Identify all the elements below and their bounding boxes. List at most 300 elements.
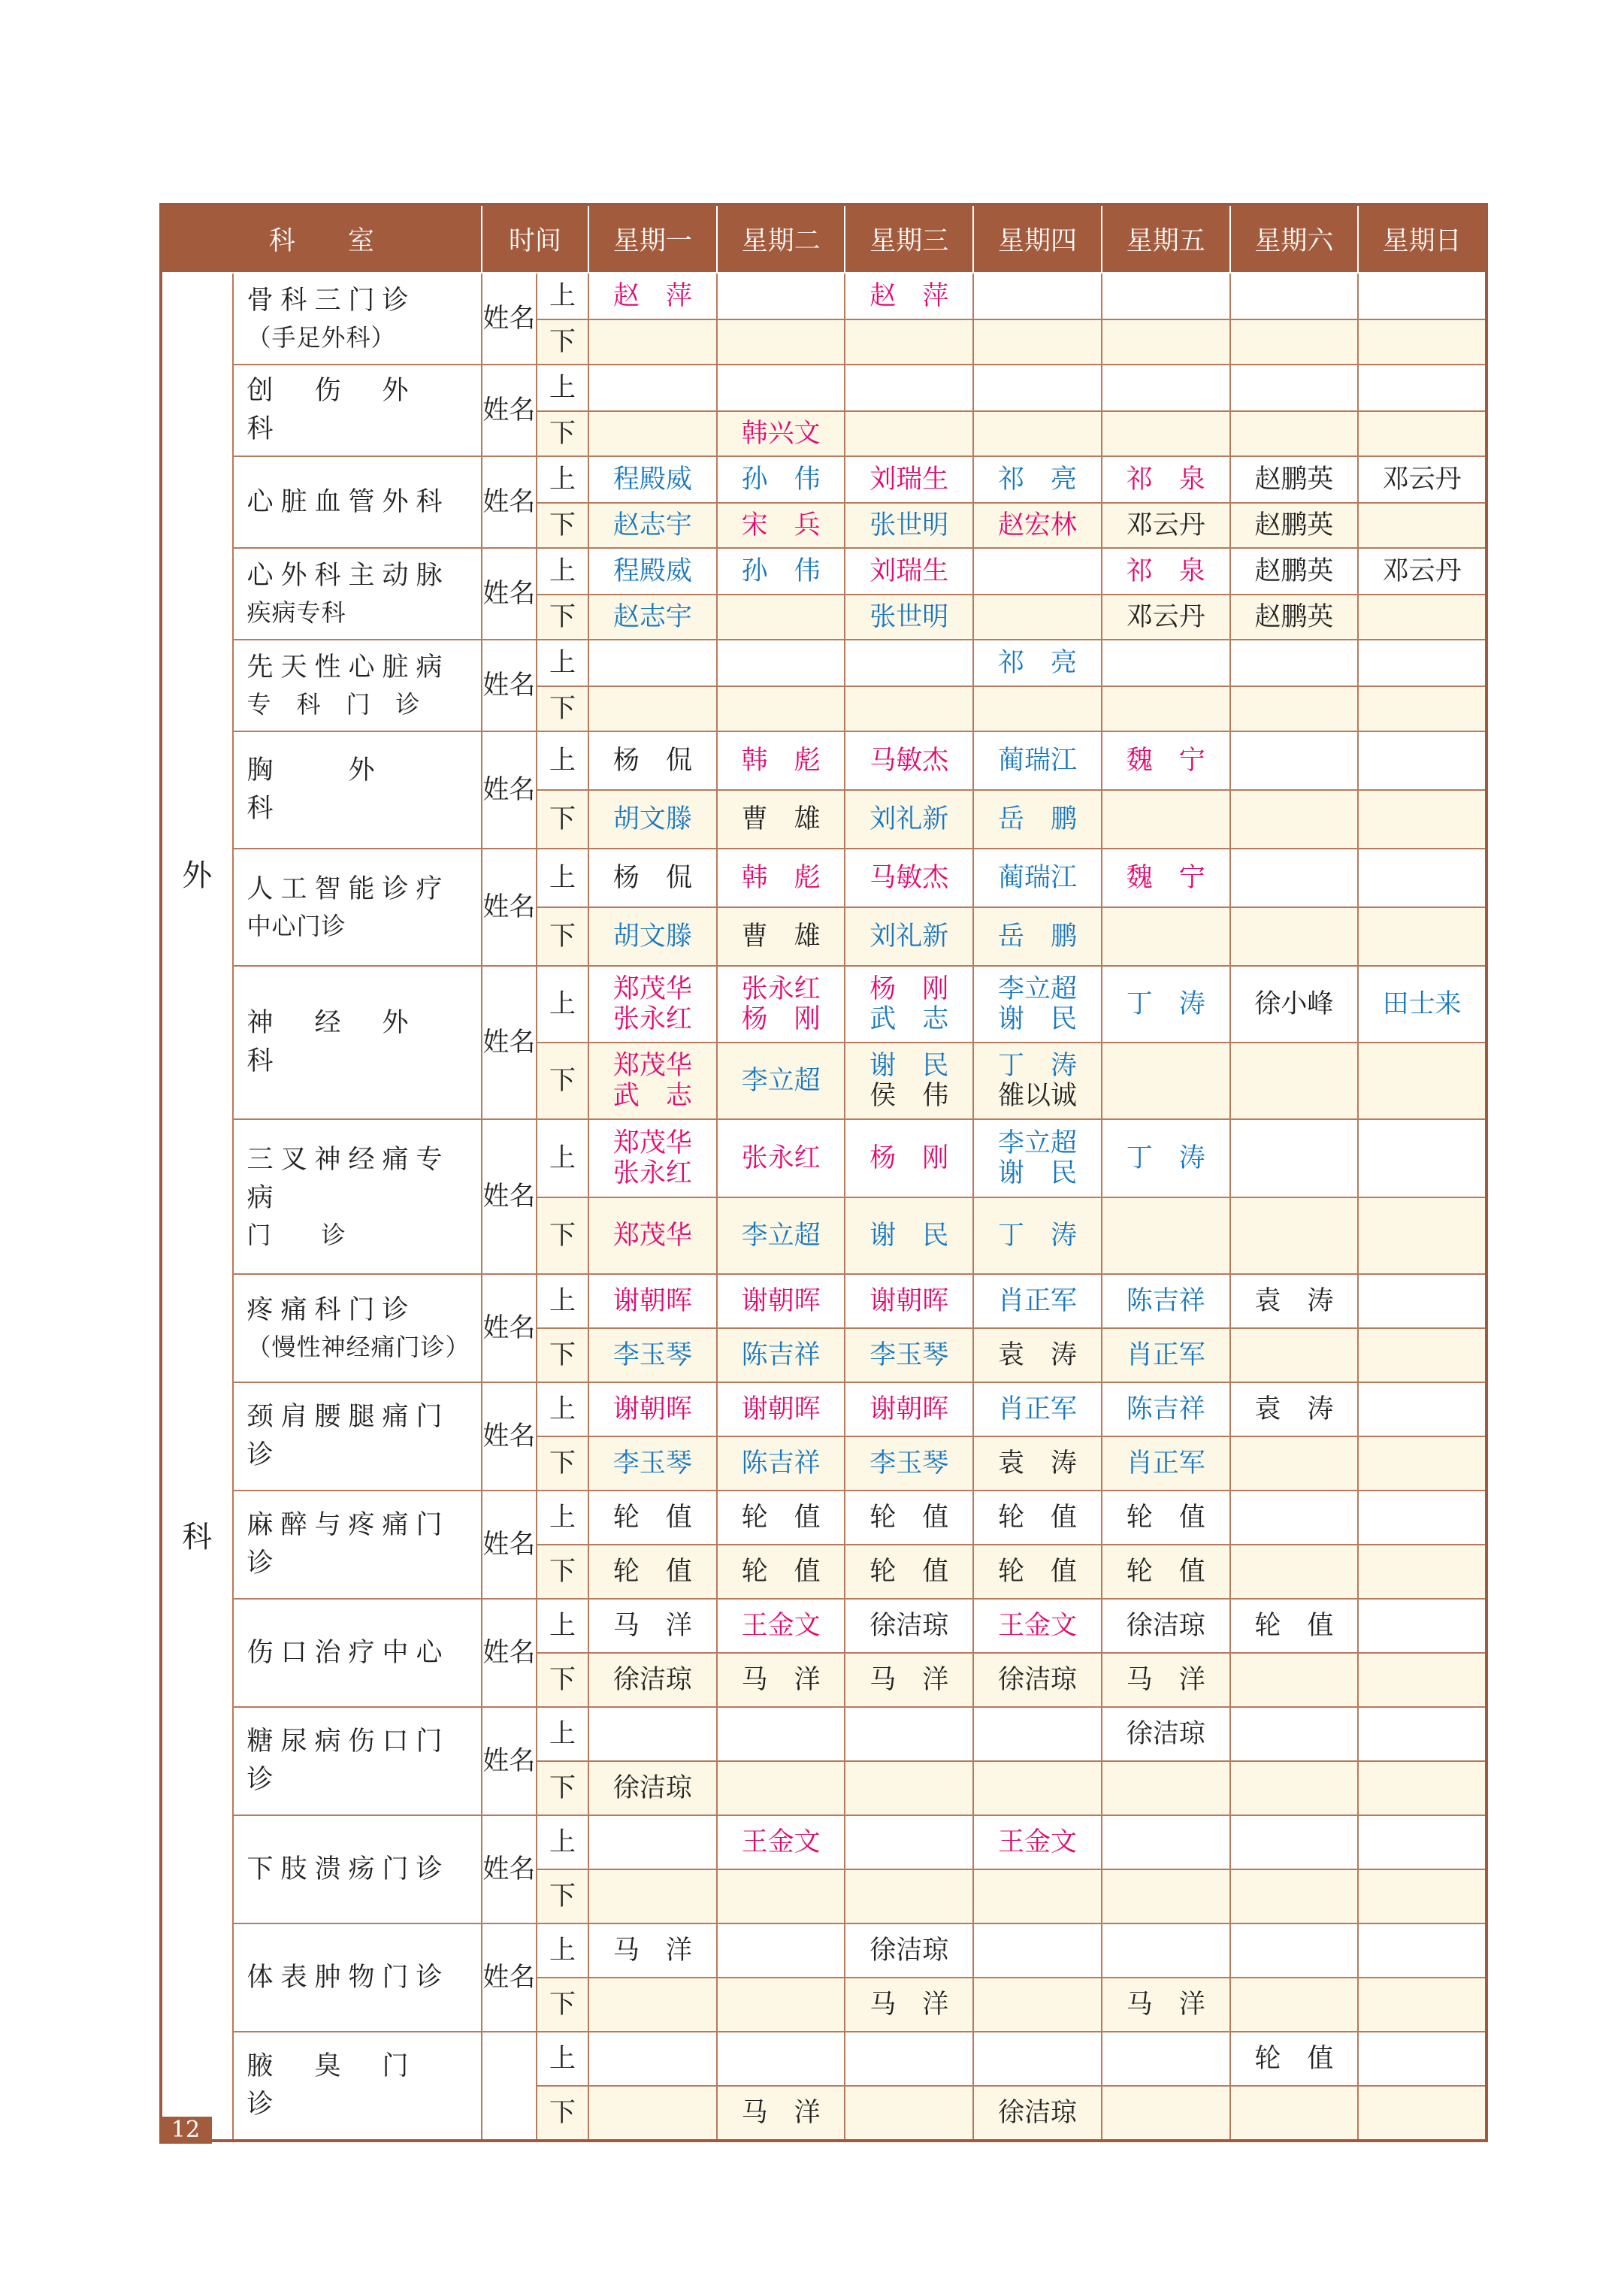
name-label-cell: 姓名 — [482, 849, 537, 966]
schedule-cell — [1358, 1978, 1486, 2032]
schedule-cell — [845, 1545, 973, 1599]
doctor-name: 刘瑞生 — [869, 555, 949, 586]
schedule-cell — [588, 273, 717, 319]
doctor-name: 张永红 — [741, 973, 821, 1004]
schedule-cell — [1102, 790, 1230, 849]
doctor-name: 郑茂华 — [612, 1127, 692, 1158]
schedule-cell — [973, 319, 1102, 365]
schedule-body — [161, 273, 1486, 2141]
schedule-cell — [973, 790, 1102, 849]
schedule-cell — [1102, 966, 1230, 1043]
doctor-name: 程殿威 — [612, 464, 692, 495]
doctor-name: 马 洋 — [612, 1610, 692, 1641]
schedule-cell — [1358, 1436, 1486, 1491]
morning-label: 上 — [537, 640, 588, 686]
schedule-cell — [1358, 365, 1486, 411]
schedule-cell — [1230, 595, 1359, 640]
table-row — [161, 1599, 1486, 1653]
schedule-cell — [588, 411, 717, 456]
doctor-name: 袁 涛 — [997, 1448, 1077, 1479]
schedule-cell — [973, 1761, 1102, 1815]
morning-label: 上 — [537, 365, 588, 411]
schedule-cell — [717, 849, 845, 907]
afternoon-label: 下 — [537, 1761, 588, 1815]
doctor-name: 张永红 — [612, 1158, 692, 1188]
morning-label: 上 — [537, 1923, 588, 1978]
afternoon-label: 下 — [537, 1436, 588, 1491]
doctor-name: 杨 侃 — [612, 862, 692, 893]
department-name: 糖尿病伤口门诊 — [246, 1727, 450, 1795]
doctor-name: 杨 刚 — [869, 973, 949, 1004]
doctor-name: 赵鹏英 — [1254, 464, 1334, 495]
schedule-cell — [845, 273, 973, 319]
schedule-cell — [1358, 456, 1486, 503]
name-label-cell: 姓名 — [482, 1119, 537, 1274]
doctor-name: 邓云丹 — [1126, 510, 1205, 540]
department-name-cell — [233, 1382, 482, 1491]
doctor-name: 曹 雄 — [741, 804, 821, 834]
department-subtitle: （手足外科） — [246, 323, 396, 353]
schedule-cell — [973, 2086, 1102, 2141]
table-row — [161, 365, 1486, 411]
schedule-cell — [1102, 595, 1230, 640]
schedule-cell — [1358, 1382, 1486, 1436]
doctor-name: 宋 兵 — [741, 510, 821, 540]
department-subtitle: （慢性神经痛门诊） — [246, 1333, 470, 1362]
schedule-cell — [717, 1599, 845, 1653]
doctor-name: 马 洋 — [612, 1935, 692, 1966]
schedule-cell — [1102, 1599, 1230, 1653]
doctor-name: 轮 值 — [741, 1556, 821, 1587]
name-label-cell: 姓名 — [482, 1815, 537, 1923]
doctor-name: 轮 值 — [869, 1556, 949, 1587]
table-row — [161, 1382, 1486, 1436]
schedule-cell — [973, 731, 1102, 790]
morning-label: 上 — [537, 273, 588, 319]
doctor-name: 郑茂华 — [612, 1050, 692, 1081]
doctor-name: 赵鹏英 — [1254, 510, 1334, 540]
doctor-name: 陈吉祥 — [1126, 1394, 1205, 1424]
morning-label: 上 — [537, 2032, 588, 2086]
schedule-cell — [845, 1653, 973, 1707]
department-name-cell — [233, 731, 482, 849]
doctor-name: 谢 民 — [869, 1050, 949, 1081]
schedule-cell — [1102, 1274, 1230, 1328]
schedule-cell — [845, 1436, 973, 1491]
schedule-cell — [717, 548, 845, 595]
schedule-cell — [1102, 273, 1230, 319]
doctor-name: 赵志宇 — [612, 510, 692, 540]
morning-label: 上 — [537, 731, 588, 790]
doctor-name: 蔺瑞江 — [997, 745, 1077, 776]
schedule-cell — [717, 319, 845, 365]
schedule-cell — [845, 2086, 973, 2141]
schedule-cell — [845, 595, 973, 640]
morning-label: 上 — [537, 849, 588, 907]
category-cell: 外 科 — [161, 273, 233, 2141]
table-row — [161, 1707, 1486, 1761]
schedule-cell — [973, 503, 1102, 548]
schedule-cell — [973, 1653, 1102, 1707]
department-name-cell — [233, 966, 482, 1119]
schedule-cell — [845, 1978, 973, 2032]
doctor-name: 田士来 — [1382, 988, 1462, 1019]
schedule-cell — [588, 731, 717, 790]
doctor-name: 韩 彪 — [741, 862, 821, 893]
schedule-cell — [588, 456, 717, 503]
schedule-cell — [845, 907, 973, 966]
schedule-cell — [717, 1328, 845, 1382]
schedule-cell — [1102, 849, 1230, 907]
name-label-cell: 姓名 — [482, 1599, 537, 1707]
schedule-cell — [588, 686, 717, 731]
schedule-cell — [1230, 1815, 1359, 1869]
schedule-cell — [845, 411, 973, 456]
schedule-cell — [1358, 790, 1486, 849]
schedule-cell — [588, 365, 717, 411]
clinic-schedule-table — [159, 203, 1488, 2142]
schedule-cell — [973, 966, 1102, 1043]
schedule-cell — [588, 503, 717, 548]
schedule-cell — [588, 1599, 717, 1653]
schedule-cell — [717, 595, 845, 640]
schedule-cell — [717, 966, 845, 1043]
schedule-cell — [717, 503, 845, 548]
department-name-cell — [233, 1923, 482, 2032]
schedule-cell — [1230, 1653, 1359, 1707]
schedule-cell — [717, 1653, 845, 1707]
doctor-name: 赵 萍 — [869, 280, 949, 311]
schedule-cell — [717, 1436, 845, 1491]
doctor-name: 胡文滕 — [612, 921, 692, 952]
schedule-cell — [1102, 1328, 1230, 1382]
schedule-cell — [1358, 686, 1486, 731]
name-label-cell: 姓名 — [482, 365, 537, 456]
table-row — [161, 1119, 1486, 1197]
doctor-name: 赵鹏英 — [1254, 601, 1334, 632]
schedule-cell — [845, 1599, 973, 1653]
doctor-name: 岳 鹏 — [997, 804, 1077, 834]
schedule-cell — [588, 1761, 717, 1815]
doctor-name: 王金文 — [741, 1610, 821, 1641]
schedule-cell — [1358, 273, 1486, 319]
doctor-name: 杨 刚 — [741, 1004, 821, 1034]
doctor-name: 蔺瑞江 — [997, 862, 1077, 893]
schedule-cell — [588, 790, 717, 849]
schedule-cell — [1230, 548, 1359, 595]
table-row — [161, 456, 1486, 503]
department-name-cell — [233, 1274, 482, 1382]
schedule-cell — [845, 1491, 973, 1545]
schedule-cell — [588, 1382, 717, 1436]
doctor-name: 丁 涛 — [1126, 1143, 1205, 1173]
table-row — [161, 548, 1486, 595]
doctor-name: 徐洁琼 — [1126, 1610, 1205, 1641]
schedule-cell — [1230, 2032, 1359, 2086]
schedule-cell — [717, 2086, 845, 2141]
schedule-cell — [1102, 1923, 1230, 1978]
schedule-cell — [717, 1707, 845, 1761]
schedule-cell — [845, 1707, 973, 1761]
doctor-name: 李立超 — [997, 1127, 1077, 1158]
name-label-cell: 姓名 — [482, 1491, 537, 1599]
afternoon-label: 下 — [537, 1545, 588, 1599]
schedule-cell — [1230, 731, 1359, 790]
schedule-cell — [1358, 640, 1486, 686]
schedule-cell — [1358, 411, 1486, 456]
afternoon-label: 下 — [537, 1197, 588, 1274]
schedule-cell — [1102, 1043, 1230, 1119]
schedule-cell — [845, 1815, 973, 1869]
afternoon-label: 下 — [537, 319, 588, 365]
schedule-cell — [1230, 1197, 1359, 1274]
schedule-cell — [1230, 1328, 1359, 1382]
schedule-cell — [973, 1869, 1102, 1923]
doctor-name: 徐小峰 — [1254, 988, 1334, 1019]
doctor-name: 轮 值 — [612, 1502, 692, 1533]
schedule-cell — [973, 640, 1102, 686]
doctor-name: 刘瑞生 — [869, 464, 949, 495]
schedule-cell — [717, 686, 845, 731]
afternoon-label: 下 — [537, 1043, 588, 1119]
header-wednesday: 星期三 — [845, 204, 973, 273]
doctor-name: 马敏杰 — [869, 745, 949, 776]
schedule-cell — [845, 1761, 973, 1815]
schedule-cell — [1102, 1382, 1230, 1436]
table-row — [161, 731, 1486, 790]
header-friday: 星期五 — [1102, 204, 1230, 273]
doctor-name: 侯 伟 — [869, 1081, 949, 1111]
schedule-cell — [973, 1197, 1102, 1274]
doctor-name: 马 洋 — [869, 1664, 949, 1695]
schedule-cell — [1102, 1197, 1230, 1274]
schedule-cell — [588, 1119, 717, 1197]
schedule-cell — [717, 790, 845, 849]
schedule-cell — [1230, 319, 1359, 365]
table-row — [161, 1491, 1486, 1545]
afternoon-label: 下 — [537, 1869, 588, 1923]
doctor-name: 邓云丹 — [1382, 464, 1462, 495]
doctor-name: 杨 刚 — [869, 1143, 949, 1173]
schedule-cell — [973, 1328, 1102, 1382]
doctor-name: 孙 伟 — [741, 464, 821, 495]
doctor-name: 程殿威 — [612, 555, 692, 586]
schedule-cell — [588, 1653, 717, 1707]
schedule-cell — [588, 1274, 717, 1328]
doctor-name: 徐洁琼 — [869, 1610, 949, 1641]
schedule-cell — [1358, 1043, 1486, 1119]
schedule-cell — [1230, 1436, 1359, 1491]
doctor-name: 谢 民 — [997, 1158, 1077, 1188]
department-name: 腋 臭 门 诊 — [246, 2051, 450, 2120]
name-label-cell — [482, 2032, 537, 2141]
doctor-name: 张永红 — [612, 1004, 692, 1034]
schedule-cell — [1358, 1707, 1486, 1761]
schedule-cell — [973, 1545, 1102, 1599]
schedule-cell — [1230, 1043, 1359, 1119]
schedule-cell — [1358, 1923, 1486, 1978]
doctor-name: 轮 值 — [612, 1556, 692, 1587]
doctor-name: 丁 涛 — [997, 1220, 1077, 1251]
department-name: 体表肿物门诊 — [246, 1962, 450, 1993]
department-name-cell — [233, 640, 482, 731]
department-name-cell — [233, 2032, 482, 2141]
schedule-cell — [1358, 548, 1486, 595]
schedule-cell — [845, 790, 973, 849]
doctor-name: 杨 侃 — [612, 745, 692, 776]
schedule-cell — [845, 319, 973, 365]
department-name-cell — [233, 548, 482, 640]
schedule-cell — [1230, 1382, 1359, 1436]
doctor-name: 王金文 — [741, 1827, 821, 1857]
schedule-cell — [1358, 1815, 1486, 1869]
schedule-cell — [1230, 640, 1359, 686]
table-row — [161, 849, 1486, 907]
doctor-name: 丁 涛 — [1126, 988, 1205, 1019]
doctor-name: 李玉琴 — [869, 1448, 949, 1479]
table-row — [161, 640, 1486, 686]
doctor-name: 徐洁琼 — [612, 1664, 692, 1695]
doctor-name: 轮 值 — [997, 1556, 1077, 1587]
schedule-cell — [1102, 1978, 1230, 2032]
doctor-name: 岳 鹏 — [997, 921, 1077, 952]
schedule-cell — [845, 1197, 973, 1274]
schedule-cell — [1230, 1545, 1359, 1599]
schedule-cell — [717, 411, 845, 456]
doctor-name: 谢 民 — [997, 1004, 1077, 1034]
schedule-cell — [717, 1197, 845, 1274]
schedule-cell — [973, 2032, 1102, 2086]
schedule-cell — [588, 849, 717, 907]
header-monday: 星期一 — [588, 204, 717, 273]
department-subtitle: 中心门诊 — [246, 912, 346, 941]
doctor-name: 马 洋 — [1126, 1664, 1205, 1695]
department-name: 胸 外 科 — [246, 755, 450, 824]
name-label-cell: 姓名 — [482, 273, 537, 365]
schedule-cell — [973, 273, 1102, 319]
department-subtitle: 疾病专科 — [246, 598, 346, 628]
schedule-cell — [717, 1382, 845, 1436]
schedule-cell — [1358, 1119, 1486, 1197]
header-department: 科 室 — [161, 204, 482, 273]
doctor-name: 马 洋 — [741, 2097, 821, 2128]
doctor-name: 李玉琴 — [869, 1339, 949, 1370]
doctor-name: 赵宏林 — [997, 510, 1077, 540]
schedule-cell — [1358, 1761, 1486, 1815]
schedule-cell — [1102, 503, 1230, 548]
schedule-cell — [845, 456, 973, 503]
schedule-cell — [717, 1923, 845, 1978]
schedule-cell — [1102, 365, 1230, 411]
schedule-cell — [1230, 1599, 1359, 1653]
schedule-cell — [588, 1491, 717, 1545]
doctor-name: 孙 伟 — [741, 555, 821, 586]
doctor-name: 马 洋 — [1126, 1989, 1205, 2020]
table-row — [161, 1923, 1486, 1978]
schedule-cell — [1230, 1707, 1359, 1761]
schedule-cell — [588, 2032, 717, 2086]
afternoon-label: 下 — [537, 790, 588, 849]
schedule-cell — [1102, 2032, 1230, 2086]
doctor-name: 王金文 — [997, 1827, 1077, 1857]
department-name: 颈肩腰腿痛门诊 — [246, 1402, 450, 1470]
schedule-cell — [717, 1274, 845, 1328]
schedule-cell — [588, 595, 717, 640]
schedule-cell — [588, 548, 717, 595]
schedule-cell — [845, 503, 973, 548]
schedule-cell — [717, 907, 845, 966]
doctor-name: 轮 值 — [1254, 2043, 1334, 2074]
morning-label: 上 — [537, 966, 588, 1043]
doctor-name: 谢朝晖 — [741, 1285, 821, 1316]
department-subtitle: 专 科 门 诊 — [246, 690, 421, 719]
schedule-cell — [1230, 966, 1359, 1043]
doctor-name: 徐洁琼 — [612, 1772, 692, 1803]
doctor-name: 王金文 — [997, 1610, 1077, 1641]
morning-label: 上 — [537, 548, 588, 595]
name-label-cell: 姓名 — [482, 1923, 537, 2032]
department-name-cell — [233, 1707, 482, 1815]
doctor-name: 韩 彪 — [741, 745, 821, 776]
schedule-cell — [1230, 1761, 1359, 1815]
schedule-cell — [717, 1491, 845, 1545]
doctor-name: 武 志 — [869, 1004, 949, 1034]
schedule-cell — [1102, 1815, 1230, 1869]
doctor-name: 陈吉祥 — [741, 1448, 821, 1479]
morning-label: 上 — [537, 456, 588, 503]
doctor-name: 祁 泉 — [1126, 464, 1205, 495]
schedule-cell — [973, 365, 1102, 411]
name-label-cell: 姓名 — [482, 731, 537, 849]
header-saturday: 星期六 — [1230, 204, 1359, 273]
schedule-cell — [973, 595, 1102, 640]
doctor-name: 肖正军 — [997, 1394, 1077, 1424]
doctor-name: 徐洁琼 — [997, 2097, 1077, 2128]
doctor-name: 邓云丹 — [1382, 555, 1462, 586]
morning-label: 上 — [537, 1599, 588, 1653]
schedule-cell — [845, 548, 973, 595]
schedule-cell — [1230, 1869, 1359, 1923]
schedule-cell — [1102, 456, 1230, 503]
department-name: 心外科主动脉 — [246, 561, 450, 592]
schedule-cell — [588, 1328, 717, 1382]
schedule-cell — [973, 1707, 1102, 1761]
schedule-cell — [973, 1119, 1102, 1197]
schedule-cell — [973, 1599, 1102, 1653]
schedule-cell — [973, 411, 1102, 456]
schedule-cell — [1230, 503, 1359, 548]
schedule-cell — [717, 731, 845, 790]
name-label-cell: 姓名 — [482, 456, 537, 548]
header-time: 时间 — [482, 204, 588, 273]
doctor-name: 丁 涛 — [997, 1050, 1077, 1081]
afternoon-label: 下 — [537, 411, 588, 456]
schedule-cell — [845, 365, 973, 411]
doctor-name: 武 志 — [612, 1081, 692, 1111]
doctor-name: 祁 泉 — [1126, 555, 1205, 586]
doctor-name: 赵鹏英 — [1254, 555, 1334, 586]
schedule-cell — [1358, 907, 1486, 966]
doctor-name: 肖正军 — [997, 1285, 1077, 1316]
name-label-cell: 姓名 — [482, 640, 537, 731]
schedule-cell — [1230, 849, 1359, 907]
afternoon-label: 下 — [537, 2086, 588, 2141]
schedule-cell — [717, 365, 845, 411]
morning-label: 上 — [537, 1815, 588, 1869]
schedule-cell — [588, 1545, 717, 1599]
department-name: 三叉神经痛专病 — [246, 1145, 450, 1213]
schedule-cell — [588, 1043, 717, 1119]
